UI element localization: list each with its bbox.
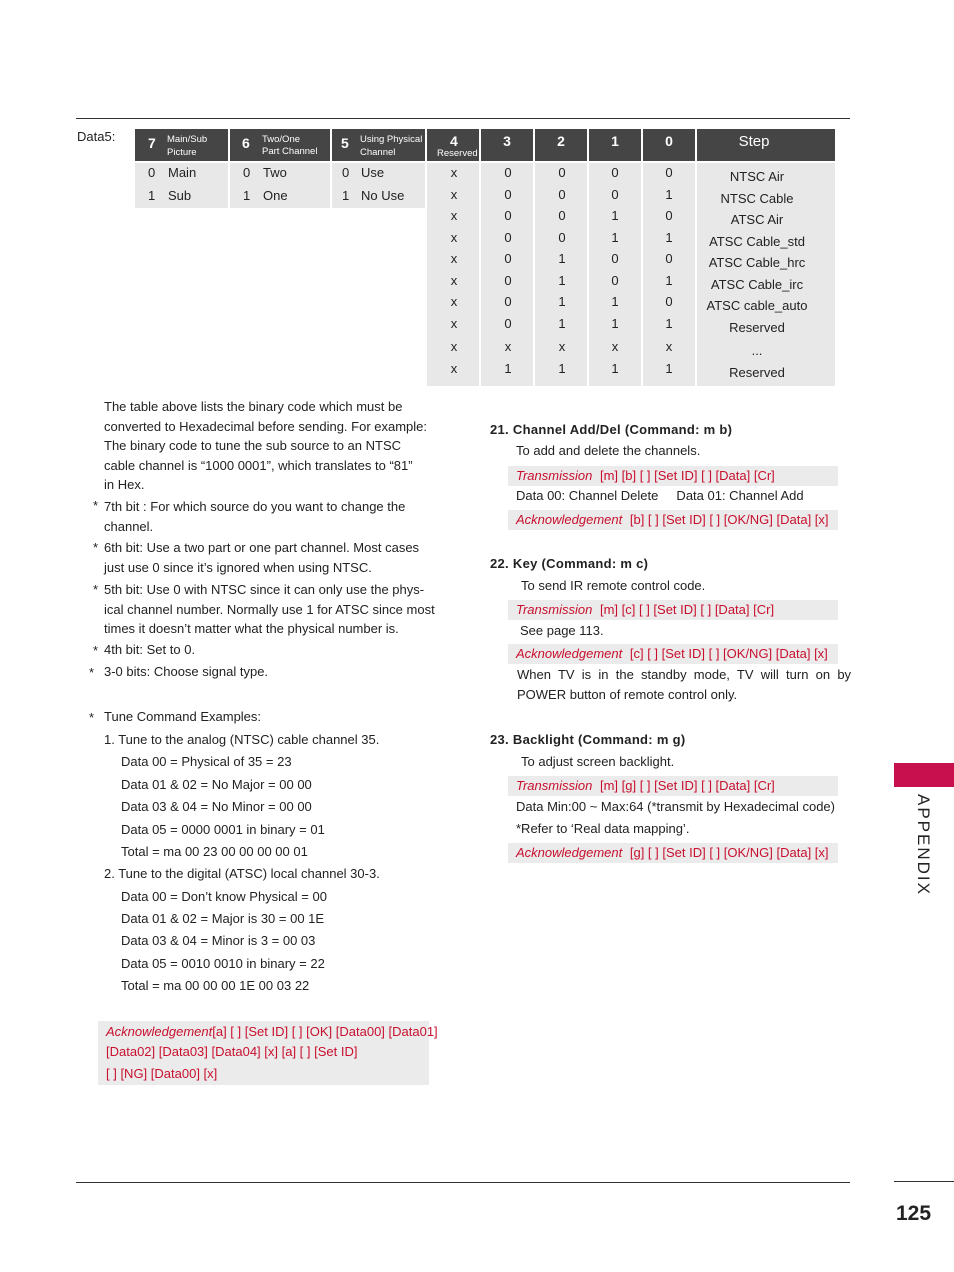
bit-cell: 1 bbox=[558, 294, 566, 309]
tune-acknowledgement-box: Acknowledgement[a] [ ] [Set ID] [ ] [OK] [Data00] [Data01] [Data02] [Data03] [Data04] [x] [a] [ ] [Set ID] [ ] [NG] [Data00] [x] bbox=[98, 1021, 429, 1085]
bit-cell: 0 bbox=[504, 186, 512, 202]
bit-cell: 0 bbox=[504, 165, 512, 180]
example1-lines: Data 00 = Physical of 35 = 23 Data 01 & 02 = No Major = 00 00 Data 03 & 04 = No Minor = 00 00 Data 05 = 0000 0001 in binary = 01 Total = ma 00 23 00 00 00 00 01 bbox=[121, 754, 325, 859]
bit-cell: 0 bbox=[558, 208, 566, 223]
bit-cell: x bbox=[450, 208, 458, 223]
step-cell: ATSC Cable_hrc bbox=[708, 255, 806, 270]
section22-standby-note: When TV is in the standby mode, TV will turn on by bbox=[517, 667, 852, 682]
appendix-side-label: APPENDIX bbox=[914, 794, 933, 896]
bit-cell: 0 bbox=[558, 229, 566, 245]
bit-cell: 0 bbox=[558, 186, 566, 202]
bit-cell: 1 bbox=[504, 360, 512, 376]
example1-title: 1. Tune to the analog (NTSC) cable channel 35. bbox=[104, 732, 380, 747]
bit-cell: 0 bbox=[504, 294, 512, 309]
bit-cell: x bbox=[450, 272, 458, 288]
bit-cell: 0 bbox=[665, 208, 673, 223]
bullet-star: * bbox=[93, 540, 99, 555]
bit-cell: x bbox=[504, 339, 512, 354]
section22-transmission: Transmission [m] [c] [ ] [Set ID] [ ] [Data] [Cr] bbox=[508, 600, 838, 620]
bit-cell: 1 bbox=[611, 294, 619, 309]
section23-data-range: Data Min:00 ~ Max:64 (*transmit by Hexadecimal code) bbox=[516, 799, 835, 814]
bit30-note: 3-0 bits: Choose signal type. bbox=[104, 664, 269, 679]
bit-cell: 1 bbox=[611, 208, 619, 223]
section21-acknowledgement: Acknowledgement [b] [ ] [Set ID] [ ] [OK/NG] [Data] [x] bbox=[508, 510, 838, 530]
tune-examples-heading: Tune Command Examples: bbox=[104, 709, 262, 724]
step-cell: ATSC Cable_irc bbox=[710, 276, 804, 292]
bit-cell: x bbox=[665, 339, 673, 354]
bit-cell: 0 bbox=[665, 165, 673, 180]
header-bit7: 7 Main/Sub Picture bbox=[135, 129, 228, 161]
bit-cell: x bbox=[450, 165, 458, 180]
example2-lines: Data 00 = Don’t know Physical = 00 Data 01 & 02 = Major is 30 = 00 1E Data 03 & 04 = Minor is 3 = 00 03 Data 05 = 0010 0010 in binary = 22 Total = ma 00 00 00 1E 00 03 22 bbox=[121, 889, 327, 993]
header-bit5: 5 Using Physical Channel bbox=[332, 129, 425, 161]
section21-description: To add and delete the channels. bbox=[516, 443, 701, 458]
bit-cell: 1 bbox=[665, 272, 673, 288]
bottom-rule bbox=[76, 1182, 850, 1183]
section23-heading: 23. Backlight (Command: m g) bbox=[490, 732, 686, 747]
appendix-tab-marker bbox=[894, 763, 954, 787]
section23-description: To adjust screen backlight. bbox=[521, 754, 675, 769]
bit-cell: 0 bbox=[504, 272, 512, 288]
bit-cell: 1 bbox=[665, 360, 673, 376]
header-step: Step bbox=[697, 129, 835, 161]
bit-cell: 0 bbox=[504, 315, 512, 331]
bit-cell: 0 bbox=[611, 251, 619, 266]
step-cell: Reserved bbox=[729, 364, 785, 380]
bullet-star: * bbox=[93, 582, 99, 597]
bit-cell: 0 bbox=[611, 272, 619, 288]
header-bit4: 4 Reserved bbox=[427, 129, 479, 161]
step-cell: ATSC Air bbox=[730, 212, 784, 227]
section21-transmission: Transmission [m] [b] [ ] [Set ID] [ ] [Data] [Cr] bbox=[508, 466, 838, 486]
bit-cell: x bbox=[450, 229, 458, 245]
step-cell: ... bbox=[751, 343, 763, 358]
bit-cell: 0 bbox=[504, 229, 512, 245]
section22-heading: 22. Key (Command: m c) bbox=[490, 556, 649, 571]
bit-cell: 0 bbox=[665, 251, 673, 266]
bit-cell: x bbox=[558, 339, 566, 354]
bit-cell: 0 bbox=[665, 294, 673, 309]
bit-cell: 1 bbox=[665, 229, 673, 245]
bit-cell: x bbox=[450, 315, 458, 331]
bit-cell: 1 bbox=[611, 360, 619, 376]
top-rule bbox=[76, 118, 850, 119]
intro-paragraph: The table above lists the binary code which must be converted to Hexadecimal before sending. For example: The binary code to tune the sub source to an NTSC cable channel is “1000 0001”, which translates to “81” in Hex. bbox=[104, 399, 428, 492]
bit7-values: 0 Main 1 Sub bbox=[135, 163, 228, 208]
bullet-star: * bbox=[93, 643, 99, 658]
section23-refer: *Refer to ‘Real data mapping’. bbox=[516, 821, 690, 836]
bit-cell: 1 bbox=[611, 315, 619, 331]
bit-cell: 1 bbox=[558, 315, 566, 331]
step-cell: NTSC Cable bbox=[720, 190, 794, 206]
bit-cell: 1 bbox=[558, 360, 566, 376]
bit5-values: 0 Use 1 No Use bbox=[332, 163, 425, 208]
bit-cell: 1 bbox=[611, 229, 619, 245]
section22-acknowledgement: Acknowledgement [c] [ ] [Set ID] [ ] [OK/NG] [Data] [x] bbox=[508, 644, 838, 664]
section23-acknowledgement: Acknowledgement [g] [ ] [Set ID] [ ] [OK/NG] [Data] [x] bbox=[508, 843, 838, 863]
bit6-values: 0 Two 1 One bbox=[230, 163, 330, 208]
bit-cell: 1 bbox=[558, 251, 566, 266]
bit5-note: 5th bit: Use 0 with NTSC since it can only use the phys- ical channel number. Normally use 1 for ATSC since most times it doesn’t matter what the physical number is. bbox=[104, 582, 435, 636]
bit6-note: 6th bit: Use a two part or one part channel. Most cases just use 0 since it’s ignored when using NTSC. bbox=[104, 540, 420, 575]
bullet-star: * bbox=[93, 498, 99, 513]
page-number: 125 bbox=[896, 1202, 932, 1225]
section22-standby-note-2: POWER button of remote control only. bbox=[517, 687, 738, 702]
bit-cell: x bbox=[611, 339, 619, 354]
bit-cell: 1 bbox=[665, 315, 673, 331]
section22-see-page: See page 113. bbox=[520, 623, 604, 638]
step-cell: Reserved bbox=[729, 319, 785, 335]
header-bit2: 2 bbox=[535, 129, 587, 161]
data5-label: Data5: bbox=[77, 129, 116, 144]
bit-cell: 0 bbox=[504, 251, 512, 266]
bullet-star: * bbox=[89, 710, 95, 725]
section21-heading: 21. Channel Add/Del (Command: m b) bbox=[490, 422, 733, 437]
bit-cell: 1 bbox=[558, 272, 566, 288]
bit-cell: 1 bbox=[665, 186, 673, 202]
section21-data-note: Data 00: Channel Delete Data 01: Channel Add bbox=[516, 488, 804, 503]
step-cell: NTSC Air bbox=[729, 169, 785, 184]
bit-cell: x bbox=[450, 294, 458, 309]
header-bit0: 0 bbox=[643, 129, 695, 161]
bit-cell: 0 bbox=[611, 165, 619, 180]
bit-cell: 0 bbox=[558, 165, 566, 180]
step-cell: ATSC cable_auto bbox=[706, 298, 808, 313]
bit-cell: 0 bbox=[611, 186, 619, 202]
header-bit6: 6 Two/One Part Channel bbox=[230, 129, 330, 161]
bit7-note: 7th bit : For which source do you want to change the channel. bbox=[104, 499, 406, 534]
bullet-star: * bbox=[89, 665, 95, 680]
bit-cell: x bbox=[450, 339, 458, 354]
bit4-note: 4th bit: Set to 0. bbox=[104, 642, 196, 657]
bit-cell: x bbox=[450, 186, 458, 202]
section23-transmission: Transmission [m] [g] [ ] [Set ID] [ ] [Data] [Cr] bbox=[508, 776, 838, 796]
section22-description: To send IR remote control code. bbox=[521, 578, 706, 593]
bit-cell: x bbox=[450, 251, 458, 266]
bit-cell: x bbox=[450, 360, 458, 376]
step-cell: ATSC Cable_std bbox=[709, 233, 805, 249]
header-bit1: 1 bbox=[589, 129, 641, 161]
example2-title: 2. Tune to the digital (ATSC) local channel 30-3. bbox=[104, 866, 380, 881]
header-bit3: 3 bbox=[481, 129, 533, 161]
page-number-rule bbox=[894, 1181, 954, 1182]
bit-cell: 0 bbox=[504, 208, 512, 223]
